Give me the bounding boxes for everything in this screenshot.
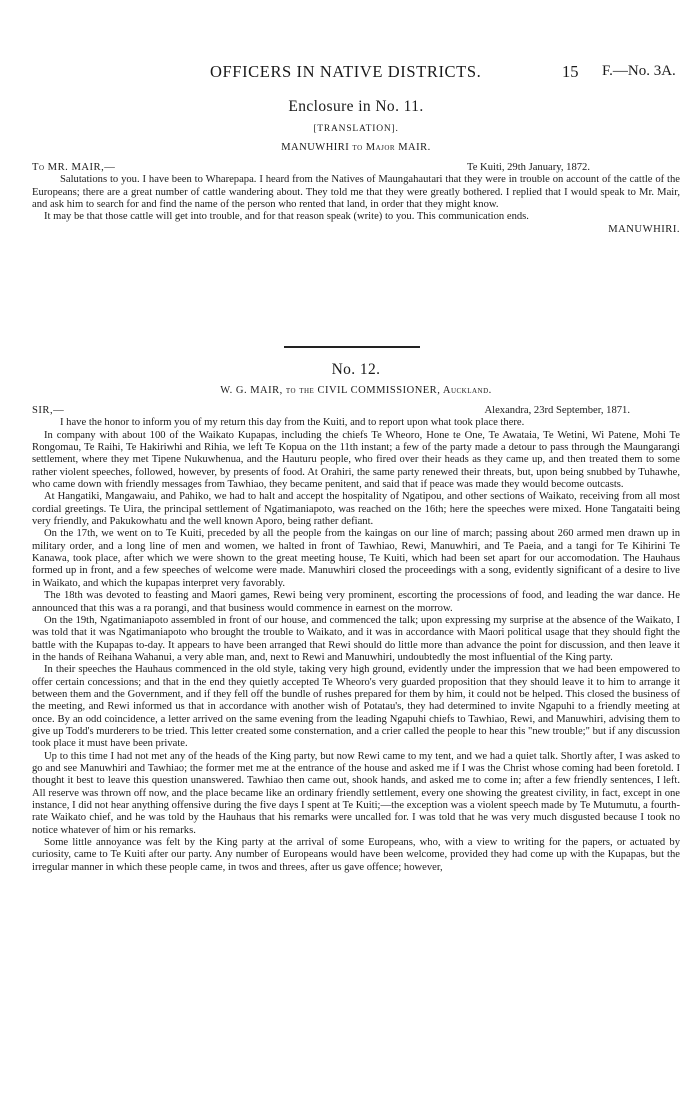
paragraph: In company with about 100 of the Waikato Kupapas, including the chiefs Te Wheoro, Hone te One, Te Awataia, Te Wetini, Wi Patene, Mohi Te Rongomau, Te Raihi, Te Hakiriwhi and Rihia, we left Te Kopua on the 11th instant; a few of the party made a detour to pass through the Maungarangi settlement, where they met Tipene Nukuwhenua, and the Hauturu people, who fired over their heads as they came up, and then treated them to some rather violent speeches, followed, however, by presents of food. At Orahiri, the same party renewed their threats, but, upon being snubbed by Tuhawhe, who came down with friendly messages from Tawhiao, they became penitent, and said that if peace was made they would become outcasts. [32,429,680,491]
enclosure-signature: MANUWHIRI. [608,223,680,235]
enclosure-body [32,162,680,236]
letter12-body [32,405,680,874]
enclosure-salutation: To MR. MAIR,— [32,162,116,173]
running-header [32,62,680,84]
letter12-heading-line [32,405,680,417]
enclosure-title: Enclosure in No. 11. [288,98,424,115]
paper-number: F.—No. 3A. [602,63,676,79]
letter12-salutation: SIR,— [32,405,65,416]
page-number: 15 [562,62,579,81]
enclosure-heading-line [32,162,680,174]
paragraph: On the 19th, Ngatimaniapoto assembled in front of our house, and commenced the talk; upon expressing my surprise at the absence of the Waikato, I was told that it was Ngatimaniapoto who brought the trouble to Waikato, and it was in accordance with Maori political usage that they should fight the battle with the Kupapas to-day. It appears to have been arranged that Rewi should do little more than advance the point for discussion, and then leave it in the hands of Reihana Wahanui, a very able man, and, next to Rewi and Manuwhiri, undoubtedly the most influential of the King party. [32,614,680,663]
running-title: OFFICERS IN NATIVE DISTRICTS. [210,62,482,81]
letter12-place-date: Alexandra, 23rd September, 1871. [484,405,630,416]
paragraph: Up to this time I had not met any of the heads of the King party, but now Rewi came to my tent, and we had a quiet talk. Shortly after, I was asked to go and see Manuwhiri and Tawhiao; the former met me at the entrance of the house and asked me if I was the Christ whose coming had been foretold. I thought it best to leave this question unanswered. Tawhiao then came out, shook hands, and asked me to come in; after a few friendly sentences, I left. All reserve was thrown off now, and the place became like an ordinary friendly settlement, every one showing the greatest civility, in fact, except in one instance, I did not hear anything offensive during the five days I spent at Te Kuiti;—the exception was a violent speech made by Te Mutumutu, a fourth-rate Waikato chief, and he was told by the Hauhaus that his remarks were uncalled for. I was told that he was very much disgusted because I took no notice whatever of him or his remarks. [32,750,680,836]
paragraph: Some little annoyance was felt by the King party at the arrival of some Europeans, who, with a view to writing for the papers, or actuated by curiosity, came to Te Kuiti after our party. Any number of Europeans would have been welcome, provided they had come up with the Kupapas, but the irregular manner in which these people came, in twos and threes, after us gave offence; however, [32,837,680,873]
paragraph: On the 17th, we went on to Te Kuiti, preceded by all the people from the kaingas on our line of march; passing about 260 armed men drawn up in military order, and a long line of men and women, we halted in front of Tawhiao, Rewi, Manuwhiri, and Te Paeia, and a tangi for Te Kihirini Te Kanawa, took place, after which we were shown to the great meeting house, Te Kuiti, which had been set apart for our accomodation. The Hauhaus formed up in front, and a few speeches of welcome were made. Manuwhiri closed the proceedings with a song, evidently significant of a desire to live in Waikato, and which the kupapas interpret very favorably. [32,528,680,589]
letter-number: No. 12. [331,361,381,378]
paragraph: In their speeches the Hauhaus commenced in the old style, taking very high ground, evidently under the impression that we had been empowered to offer certain concessions; and that in the end they quietly accepted Te Wheoro's very guarded proposition that they should leave it to him to arrange it between them and the Government, and if they fell off the bundle of rushes prepared for them by him, it could not be helped. This closed the business of the meeting, and Rewi informed us that in accordance with another wish of Potatau's, they had determined to invite Ngapuhi to a friendly meeting at once. By an odd coincidence, a letter arrived on the same evening from the leading Ngapuhi chiefs to Tawhiao, Rewi, and Manuwhiri, advising them to give up Todd's murderers to be tried. This letter created some consternation, and a crier called the people to hear this "new trouble;" but if any discussion took place it must have been private. [32,664,680,750]
letter12-from-to: W. G. MAIR, to the CIVIL COMMISSIONER, Auckland. [220,385,492,396]
paragraph: The 18th was devoted to feasting and Maori games, Rewi being very prominent, escorting the processions of food, and leading the war dance. He announced that this was a ra porangi, and that business would commence in earnest on the morrow. [32,590,680,614]
letter-from-to: MANUWHIRI to Major MAIR. [281,142,431,153]
section-divider [284,346,420,348]
paragraph: Salutations to you. I have been to Wharepapa. I heard from the Natives of Maungahautari that they were in trouble on account of the cattle of the Europeans; there are a great number of cattle wandering about. They told me that they were greatly bothered. I replied that I would speak to Mr. Mair, and ask him to search for and find the name of the person who rented that land, in order that they might know. [32,174,680,211]
paragraph: I have the honor to inform you of my return this day from the Kuiti, and to report upon what took place there. [60,417,525,429]
paragraph: At Hangatiki, Mangawaiu, and Pahiko, we had to halt and accept the hospitality of Ngatipou, and other sections of Waikato, receiving from all most cordial greetings. Te Uira, the principal settlement of Ngatimaniapoto, was reached on the 16th; here the speeches were mixed. Hone Tangataiti being very friendly, and Pakukowhatu and the well known Aporo, being rather defiant. [32,491,680,528]
translation-tag: [TRANSLATION]. [313,124,399,134]
paragraph: It may be that those cattle will get into trouble, and for that reason speak (write) to you. This communication ends. [44,211,529,223]
enclosure-place-date: Te Kuiti, 29th January, 1872. [466,162,590,173]
